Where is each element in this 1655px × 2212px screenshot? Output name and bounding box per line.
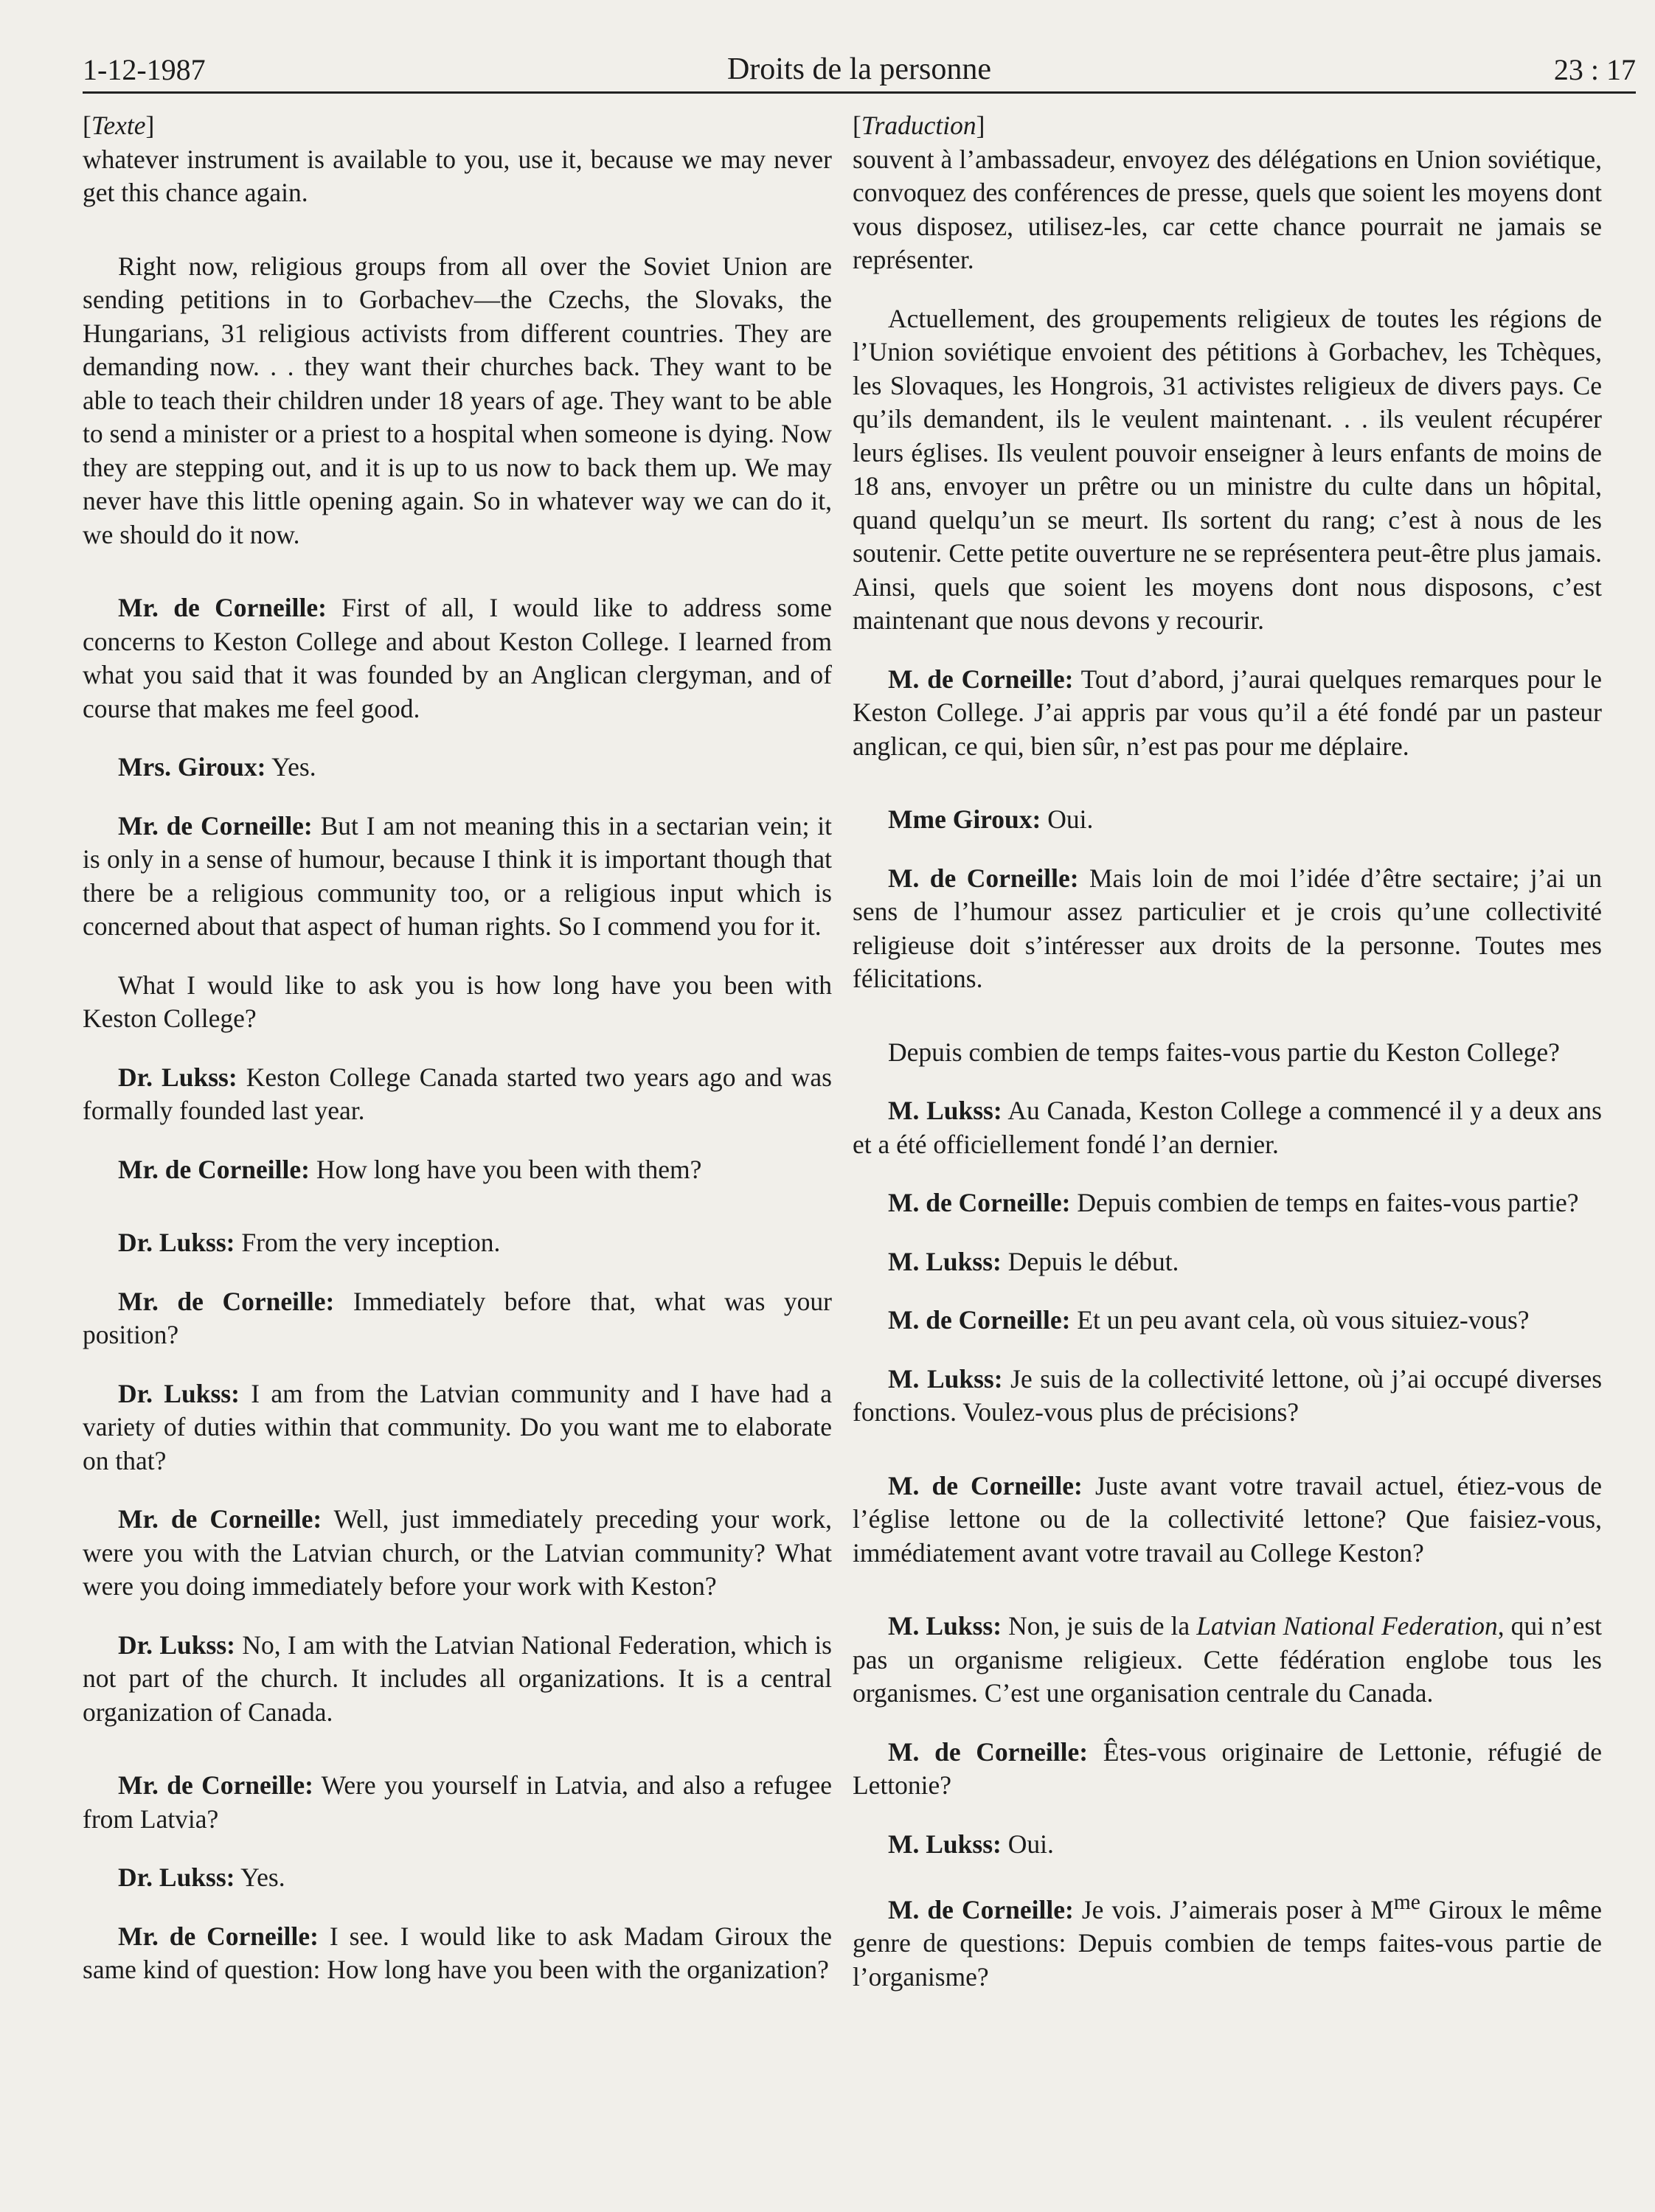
speech-paragraph: Mr. de Corneille: Immediately before that, what was your position? xyxy=(83,1286,832,1349)
language-label-english: [Texte] xyxy=(83,111,155,140)
header-title: Droits de la personne xyxy=(726,52,992,86)
french-column xyxy=(853,109,1602,2019)
speaker-name: M. de Corneille: xyxy=(888,1188,1071,1217)
speaker-name: Mr. de Corneille: xyxy=(118,1504,322,1534)
speech-paragraph: Mr. de Corneille: But I am not meaning this in a sectarian vein; it is only in a sense of humour, because I think it is important though that there be a religious community too, or a religious input which is concerned about that aspect of human rights. So I commend you for it. xyxy=(83,810,832,941)
speaker-name: M. de Corneille: xyxy=(888,664,1074,694)
speech-paragraph: M. Lukss: Depuis le début. xyxy=(888,1246,1179,1276)
speech-paragraph: M. de Corneille: Depuis combien de temps en faites-vous partie? xyxy=(888,1188,1579,1217)
speaker-name: Dr. Lukss: xyxy=(118,1062,237,1092)
speech-paragraph: M. Lukss: Au Canada, Keston College a commencé il y a deux ans et a été officiellement fondé l’an dernier. xyxy=(853,1096,1603,1159)
speaker-name: Mr. de Corneille: xyxy=(118,810,313,841)
speech-paragraph: Dr. Lukss: I am from the Latvian community and I have had a variety of duties within that community. Do you want me to elaborate on that? xyxy=(83,1378,832,1475)
speaker-name: Dr. Lukss: xyxy=(118,1378,240,1408)
speaker-name: Mme Giroux: xyxy=(888,804,1041,834)
speaker-name: M. Lukss: xyxy=(888,1363,1003,1394)
speaker-name: Dr. Lukss: xyxy=(118,1228,235,1257)
speaker-name: M. de Corneille: xyxy=(888,1470,1083,1500)
speaker-name: M. de Corneille: xyxy=(888,1894,1074,1924)
header-page-number: 23 : 17 xyxy=(1553,53,1636,86)
speech-paragraph: M. Lukss: Oui. xyxy=(888,1829,1054,1859)
speaker-name: Mr. de Corneille: xyxy=(118,593,327,622)
speaker-name: Mr. de Corneille: xyxy=(118,1770,313,1800)
speaker-name: M. Lukss: xyxy=(888,1829,1002,1859)
speaker-name: M. Lukss: xyxy=(888,1246,1002,1276)
paragraph: whatever instrument is available to you, use it, because we may never get this chance again. xyxy=(83,144,832,207)
speech-paragraph: Dr. Lukss: Yes. xyxy=(118,1863,285,1892)
speech-paragraph: Mrs. Giroux: Yes. xyxy=(118,752,316,782)
paragraph: What I would like to ask you is how long have you been with Keston College? xyxy=(83,970,832,1033)
paragraph: Actuellement, des groupements religieux de toutes les régions de l’Union soviétique envoient des pétitions à Gorbachev, les Tchèques, les Slovaques, les Hongrois, 31 activistes religieux de divers pays. Ce qu’ils demandent, ils le veulent maintenant. . . ils veulent récupérer leurs églises. Ils veulent pouvoir enseigner à leurs enfants de moins de 18 ans, envoyer un prêtre ou un ministre du culte dans un hôpital, quand quelqu’un se meurt. Ils sortent du rang; c’est à nous de les soutenir. Cette petite ouverture ne se représentera peut-être plus jamais. Ainsi, quels que soient les moyens dont nous disposons, c’est maintenant que nous devons y recourir. xyxy=(853,303,1602,635)
speaker-name: M. de Corneille: xyxy=(888,1305,1071,1335)
speech-paragraph: Mr. de Corneille: Well, just immediately preceding your work, were you with the Latvian church, or the Latvian community? What were you doing immediately before your work with Keston? xyxy=(83,1504,833,1601)
speaker-name: Mr. de Corneille: xyxy=(118,1921,319,1951)
speech-paragraph: M. de Corneille: Êtes-vous originaire de Lettonie, réfugié de Lettonie? xyxy=(853,1736,1602,1800)
speaker-name: M. Lukss: xyxy=(888,1611,1002,1641)
english-column xyxy=(83,109,832,2012)
speech-paragraph: M. de Corneille: Juste avant votre travail actuel, étiez-vous de l’église lettone ou de la collectivité lettone? Que faisiez-vous, immédiatement avant votre travail au College Keston? xyxy=(853,1470,1602,1568)
paragraph: souvent à l’ambassadeur, envoyez des délégations en Union soviétique, convoquez des conférences de presse, quels que soient les moyens dont vous disposez, utilisez-les, car cette chance pourrait ne jamais se représenter. xyxy=(853,144,1602,274)
speaker-name: M. Lukss: xyxy=(888,1096,1002,1125)
paragraph: Depuis combien de temps faites-vous partie du Keston College? xyxy=(888,1037,1560,1067)
speech-paragraph: Mr. de Corneille: I see. I would like to ask Madam Giroux the same kind of question: How long have you been with the organization? xyxy=(83,1921,832,1984)
speaker-name: M. de Corneille: xyxy=(888,863,1079,893)
language-label-french: [Traduction] xyxy=(853,111,985,140)
speech-paragraph: M. Lukss: Je suis de la collectivité lettone, où j’ai occupé diverses fonctions. Voulez-vous plus de précisions? xyxy=(853,1363,1603,1427)
speech-paragraph: Mr. de Corneille: Were you yourself in Latvia, and also a refugee from Latvia? xyxy=(83,1770,832,1834)
page-header xyxy=(83,46,1636,94)
speech-paragraph: Mme Giroux: Oui. xyxy=(888,804,1094,834)
speech-paragraph: M. Lukss: Non, je suis de la Latvian National Federation, qui n’est pas un organisme religieux. Cette fédération englobe tous les organismes. C’est une organisation centrale du Canada. xyxy=(853,1611,1603,1708)
speaker-name: Mrs. Giroux: xyxy=(118,752,266,782)
speech-paragraph: Dr. Lukss: From the very inception. xyxy=(118,1228,501,1257)
speech-paragraph: M. de Corneille: Mais loin de moi l’idée d’être sectaire; j’ai un sens de l’humour assez particulier et je crois qu’une collectivité religieuse doit s’intéresser aux droits de la personne. Toutes mes félicitations. xyxy=(853,863,1602,993)
paragraph: Right now, religious groups from all over the Soviet Union are sending petitions in to Gorbachev—the Czechs, the Slovaks, the Hungarians, 31 religious activists from different countries. They are demanding now. . . they want their churches back. They want to be able to teach their children under 18 years of age. They want to be able to send a minister or a priest to a hospital when someone is dying. Now they are stepping out, and it is up to us now to back them up. We may never have this little opening again. So in whatever way we can do it, we should do it now. xyxy=(83,251,832,549)
speaker-name: Dr. Lukss: xyxy=(118,1863,235,1892)
speech-paragraph: Dr. Lukss: Keston College Canada started two years ago and was formally founded last year. xyxy=(83,1062,832,1125)
speech-paragraph: Mr. de Corneille: How long have you been with them? xyxy=(118,1154,702,1184)
speech-paragraph: Dr. Lukss: No, I am with the Latvian National Federation, which is not part of the church. It includes all organizations. It is a central organization of Canada. xyxy=(83,1630,832,1727)
header-date: 1-12-1987 xyxy=(83,53,206,86)
speaker-name: M. de Corneille: xyxy=(888,1736,1089,1767)
speech-paragraph: M. de Corneille: Tout d’abord, j’aurai quelques remarques pour le Keston College. J’ai appris par vous qu’il a été fondé par un pasteur anglican, ce qui, bien sûr, n’est pas pour me déplaire. xyxy=(853,664,1602,761)
speaker-name: Mr. de Corneille: xyxy=(118,1286,335,1316)
speech-paragraph: M. de Corneille: Et un peu avant cela, où vous situiez-vous? xyxy=(888,1305,1530,1335)
speech-paragraph: M. de Corneille: Je vois. J’aimerais poser à $M^{me}$ Giroux le même genre de questions: Depuis combien de temps faites-vous partie de l’organisme? xyxy=(853,1891,1602,1992)
speaker-name: Mr. de Corneille: xyxy=(118,1154,310,1184)
speech-paragraph: Mr. de Corneille: First of all, I would like to address some concerns to Keston College and about Keston College. I learned from what you said that it was founded by an Anglican clergyman, and of course that makes me feel good. xyxy=(83,593,832,723)
speaker-name: Dr. Lukss: xyxy=(118,1630,235,1660)
